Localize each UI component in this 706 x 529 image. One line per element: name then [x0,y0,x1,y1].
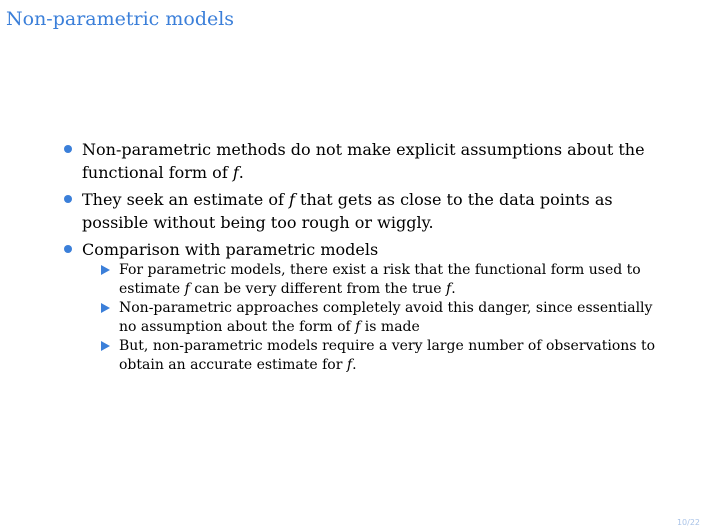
sub-bullet-text-end: is made [360,319,420,335]
sub-bullet-text-middle: can be very different from the true [189,281,447,297]
math-symbol: f [446,281,452,297]
page-number: 10/22 [676,518,700,527]
bullet-item [64,138,664,184]
math-symbol: f [232,163,239,182]
bullet-text-end: . [238,163,244,182]
bullet-dot-icon [64,195,72,203]
bullet-text: Non-parametric methods do not make explicit assumptions about the functional form of [82,140,645,182]
slide-content [64,138,664,379]
bullet-item [64,238,664,375]
sub-bullet-item [101,337,664,375]
sub-bullet-text: Non-parametric approaches completely avoid this danger, since essentially no assumption about the form of [119,300,653,335]
bullet-text-end: that gets as close to the data points as possible without being too rough or wiggly. [82,190,613,232]
sub-bullet-item [101,261,664,299]
triangle-bullet-icon [101,341,110,351]
triangle-bullet-icon [101,265,110,275]
math-symbol: f [355,319,361,335]
bullet-dot-icon [64,245,72,253]
bullet-text: Comparison with parametric models [82,240,379,259]
sub-bullet-text: For parametric models, there exist a risk that the functional form used to estimate [119,262,641,297]
math-symbol: f [289,190,295,209]
sub-bullet-text-end: . [352,357,357,373]
math-symbol: f [346,357,353,373]
sub-bullet-text-end: . [451,281,456,297]
sub-bullet-text: But, non-parametric models require a very large number of observations to obtain an accurate estimate for [119,338,656,373]
bullet-item [64,188,664,234]
triangle-bullet-icon [101,303,110,313]
sub-bullet-item [101,299,664,337]
bullet-text: They seek an estimate of [82,190,289,209]
math-symbol: f [184,281,190,297]
slide-title: Non-parametric models [6,8,235,30]
sub-bullet-list [82,261,664,375]
bullet-dot-icon [64,145,72,153]
